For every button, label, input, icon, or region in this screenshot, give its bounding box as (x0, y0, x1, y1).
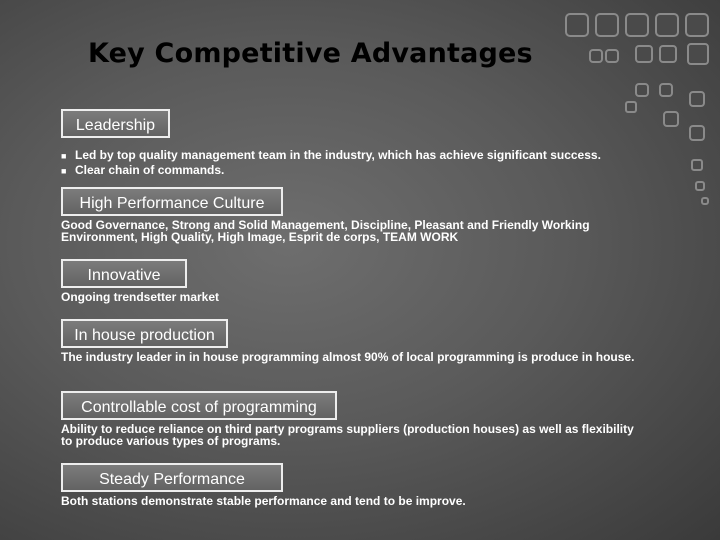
bullet-icon: ■ (61, 151, 67, 161)
bullet-icon: ■ (61, 166, 67, 176)
controllable-cost-text: Ability to reduce reliance on third party programs suppliers (production houses) as well as flexibility to produce various types of programs. (61, 422, 634, 448)
innovative-text: Ongoing trendsetter market (61, 290, 220, 304)
section-label-in-house-production: In house production (61, 319, 228, 348)
list-item: ■ Led by top quality management team in the industry, which has achieve significant success. (61, 148, 601, 162)
section-label-leadership: Leadership (61, 109, 170, 138)
page-title: Key Competitive Advantages (88, 38, 533, 69)
high-performance-culture-text: Good Governance, Strong and Solid Management, Discipline, Pleasant and Friendly Working Environment, High Quality, High Image, Esprit de corps, TEAM WORK (61, 218, 590, 244)
leadership-bullets (61, 148, 601, 178)
section-label-steady-performance: Steady Performance (61, 463, 283, 492)
section-label-innovative: Innovative (61, 259, 187, 288)
section-label-controllable-cost: Controllable cost of programming (61, 391, 337, 420)
list-item: ■ Clear chain of commands. (61, 163, 225, 177)
in-house-production-text: The industry leader in in house programming almost 90% of local programming is produce in house. (61, 350, 635, 364)
steady-performance-text: Both stations demonstrate stable performance and tend to be improve. (61, 494, 466, 508)
section-label-high-performance-culture: High Performance Culture (61, 187, 283, 216)
